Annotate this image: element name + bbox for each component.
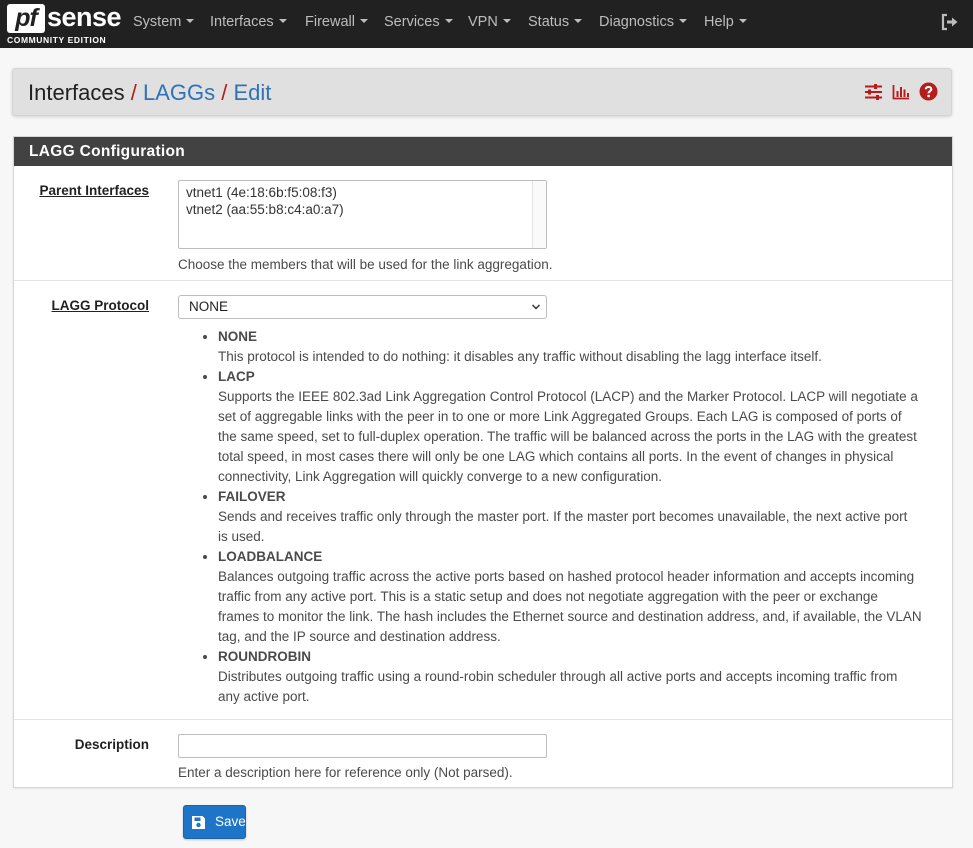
parent-interfaces-label: Parent Interfaces <box>39 183 149 198</box>
protocol-item-failover <box>203 487 948 547</box>
parent-interfaces-help: Choose the members that will be used for the link aggregation. <box>178 257 553 272</box>
protocol-name: FAILOVER <box>218 489 286 504</box>
protocol-name: LACP <box>218 369 255 384</box>
protocol-item-roundrobin <box>203 647 948 707</box>
bullet <box>203 655 207 659</box>
interface-option[interactable]: vtnet2 (aa:55:b8:c4:a0:a7) <box>186 202 344 217</box>
pfsense-logo[interactable] <box>7 2 122 45</box>
logo-mark: pf <box>7 4 45 33</box>
protocol-name: LOADBALANCE <box>218 549 323 564</box>
breadcrumb-separator: / <box>130 80 137 105</box>
nav-diagnostics-label: Diagnostics <box>599 14 674 30</box>
lagg-protocol-row <box>14 280 952 719</box>
nav-status-label: Status <box>528 14 570 30</box>
breadcrumb-edit-link[interactable]: Edit <box>233 80 272 105</box>
nav-services[interactable] <box>384 14 453 30</box>
nav-firewall[interactable] <box>305 14 368 30</box>
protocol-desc-line: frames to monitor the link. The hash includes the Ethernet source and destination address, and, if available, the VLAN <box>218 609 922 624</box>
lagg-protocol-selected: NONE <box>189 299 229 314</box>
caret-down-icon <box>360 19 368 23</box>
description-help: Enter a description here for reference only (Not parsed). <box>178 765 513 780</box>
caret-down-icon <box>503 19 511 23</box>
protocol-desc-line: This protocol is intended to do nothing: it disables any traffic without disabling the lagg interface itself. <box>218 349 822 364</box>
breadcrumb-separator: / <box>221 80 228 105</box>
breadcrumb-laggs-link[interactable]: LAGGs <box>142 80 216 105</box>
chevron-down-icon <box>532 303 540 311</box>
nav-help-label: Help <box>704 14 734 30</box>
protocol-name: ROUNDROBIN <box>218 649 311 664</box>
protocol-desc-line: is used. <box>218 529 265 544</box>
protocol-desc-line: Sends and receives traffic only through the master port. If the master port becomes unavailable, the next active port <box>218 509 908 524</box>
breadcrumb-interfaces: Interfaces <box>28 80 125 105</box>
description-row <box>14 719 952 787</box>
caret-down-icon <box>186 19 194 23</box>
sign-out-icon[interactable] <box>940 12 960 32</box>
parent-interfaces-row <box>14 166 952 280</box>
logo-edition: COMMUNITY EDITION <box>7 35 107 45</box>
save-button-label: Save <box>215 814 246 829</box>
caret-down-icon <box>279 19 287 23</box>
question-circle-icon[interactable] <box>919 82 938 104</box>
logo-word: sense <box>47 2 122 32</box>
protocol-item-lacp <box>203 367 948 487</box>
protocol-item-none <box>203 327 948 367</box>
breadcrumb <box>12 68 952 116</box>
interface-option[interactable]: vtnet1 (4e:18:6b:f5:08:f3) <box>186 185 337 200</box>
protocol-desc-line: Balances outgoing traffic across the active ports based on hashed protocol header information and accepts incoming <box>218 569 915 584</box>
caret-down-icon <box>739 19 747 23</box>
protocol-desc-line: tag, and the IP source and destination address. <box>218 629 501 644</box>
nav-services-label: Services <box>384 14 440 30</box>
breadcrumb-trail <box>28 80 271 106</box>
save-icon <box>191 815 206 830</box>
nav-help[interactable] <box>704 14 747 30</box>
caret-down-icon <box>574 19 582 23</box>
description-label: Description <box>74 737 149 752</box>
protocol-desc-line: Supports the IEEE 802.3ad Link Aggregation Control Protocol (LACP) and the Marker Protocol. LACP will negotiate a <box>218 389 918 404</box>
nav-status[interactable] <box>528 14 582 30</box>
bar-chart-icon[interactable] <box>892 84 910 103</box>
breadcrumb-shortcuts <box>864 82 938 104</box>
nav-vpn[interactable] <box>468 14 511 30</box>
protocol-desc-line: connectivity, Link Aggregation will quickly converge to a new configuration. <box>218 469 662 484</box>
bullet <box>203 555 207 559</box>
lagg-protocol-select[interactable] <box>178 295 547 319</box>
nav-interfaces-label: Interfaces <box>210 14 274 30</box>
panel-title: LAGG Configuration <box>14 137 952 166</box>
lagg-protocol-label: LAGG Protocol <box>51 298 149 313</box>
description-input[interactable] <box>178 734 547 758</box>
protocol-desc-line: Distributes outgoing traffic using a round-robin scheduler through all active ports and accepts incoming traffic from <box>218 669 898 684</box>
save-button[interactable] <box>183 805 246 839</box>
bullet <box>203 375 207 379</box>
nav-system-label: System <box>133 14 182 30</box>
multiselect-scrollbar[interactable] <box>532 181 546 248</box>
lagg-config-panel <box>13 136 953 788</box>
nav-diagnostics[interactable] <box>599 14 687 30</box>
bullet <box>203 495 207 499</box>
nav-vpn-label: VPN <box>468 14 498 30</box>
protocol-desc-line: any active port. <box>218 689 310 704</box>
bullet <box>203 335 207 339</box>
protocol-name: NONE <box>218 329 258 344</box>
sliders-icon[interactable] <box>864 83 883 104</box>
nav-system[interactable] <box>133 14 194 30</box>
protocol-desc-line: total speed, in most cases there will only be one LAG which contains all ports. In the event of changes in physical <box>218 449 894 464</box>
protocol-desc-line: set of aggregable links with the peer in to one or more Link Aggregated Groups. Each LAG is composed of ports of <box>218 409 902 424</box>
top-navbar <box>0 0 973 48</box>
nav-firewall-label: Firewall <box>305 14 355 30</box>
caret-down-icon <box>445 19 453 23</box>
protocol-descriptions <box>203 327 948 707</box>
nav-interfaces[interactable] <box>210 14 287 30</box>
caret-down-icon <box>679 19 687 23</box>
protocol-desc-line: traffic from any active port. This is a static setup and does not negotiate aggregation with the peer or exchange <box>218 589 878 604</box>
protocol-desc-line: the same speed, set to full-duplex operation. The traffic will be balanced across the ports in the LAG with the greatest <box>218 429 917 444</box>
parent-interfaces-multiselect[interactable] <box>178 180 547 249</box>
protocol-item-loadbalance <box>203 547 948 647</box>
